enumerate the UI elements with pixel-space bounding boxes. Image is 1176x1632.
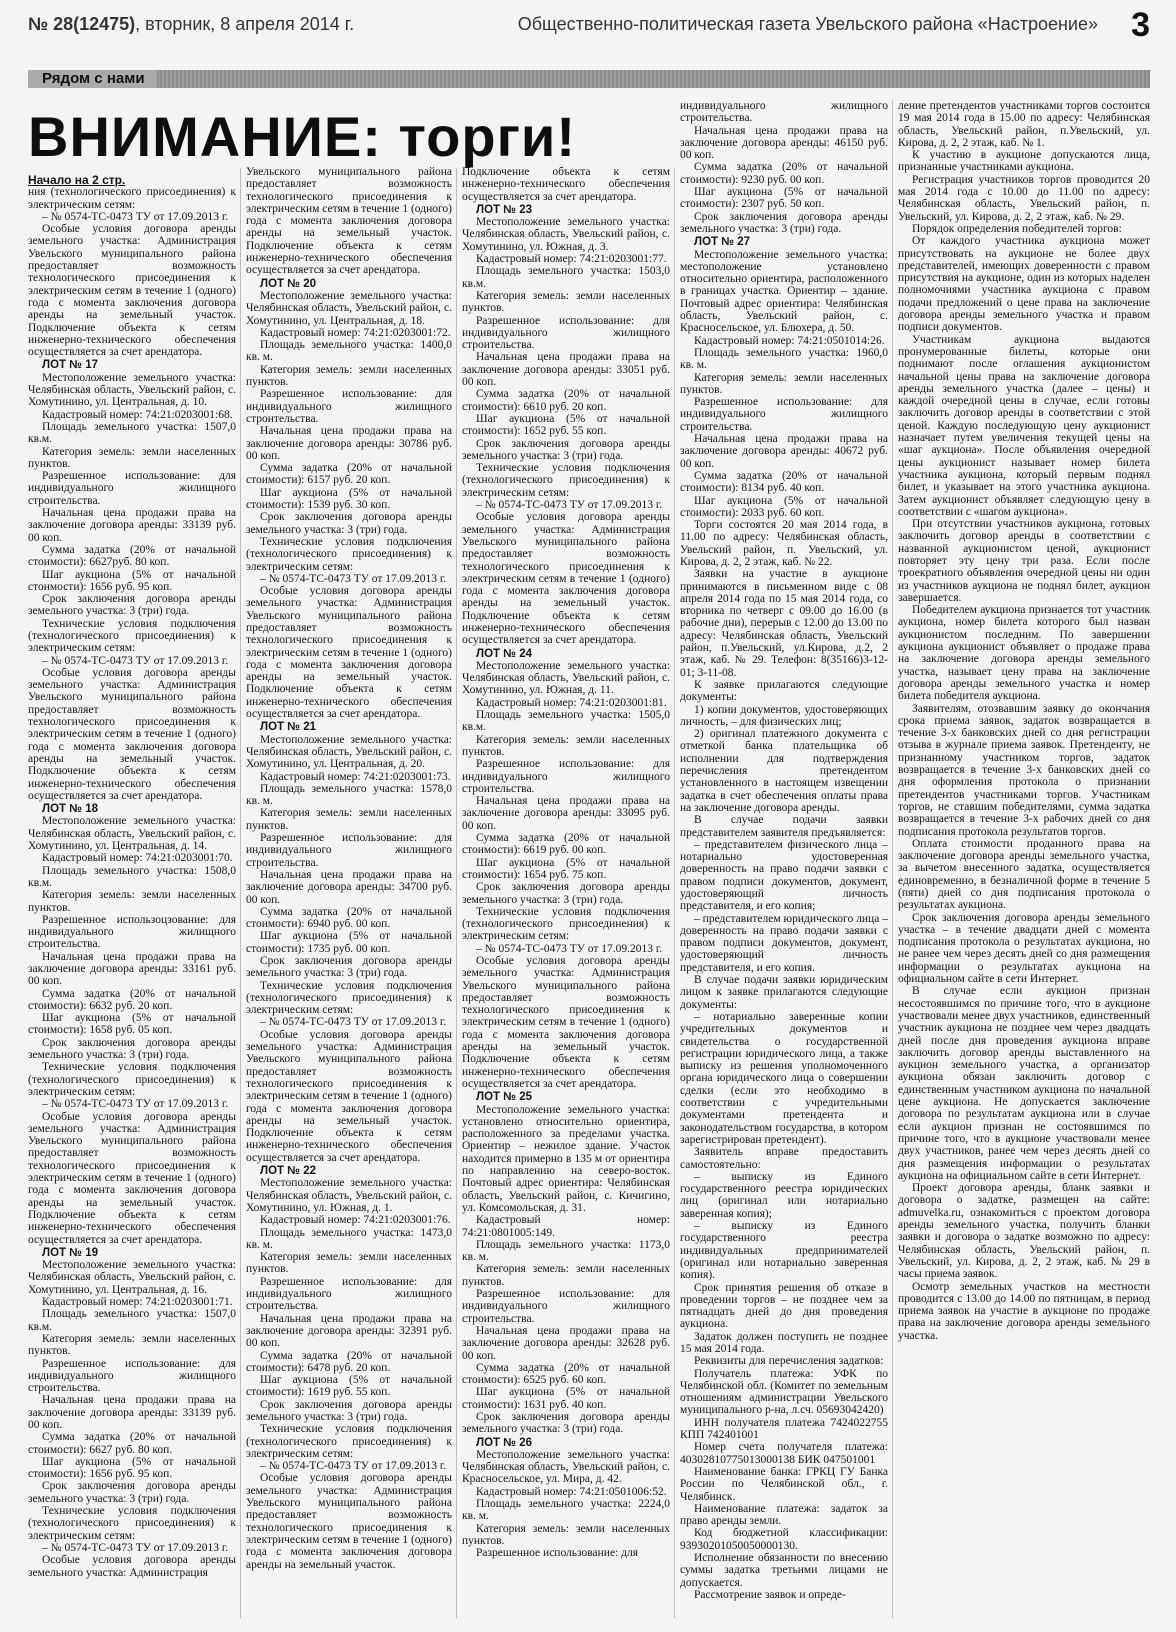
paragraph: ния (технологического присоединения) к электрическим сетям: (28, 186, 236, 211)
paragraph: Заявитель вправе предоставить самостоятельно: (680, 1146, 888, 1171)
paragraph: Заявителям, отозвавшим заявку до окончания срока приема заявок, задаток возвращается в течение 3-х банковских дней со дня регистрации отзыва в журнале приема заявок. Претенденту, не признанному участником торгов, задаток возвращается в течение 3-х банковских дней со дня оформления протокола о признании претендентов участниками торгов. Участникам торгов, не ставшим победителями, сумма задатка возвращается в течение 3-х рабочих дней со дня подписания протокола результатов торгов. (898, 702, 1150, 838)
paragraph: Сумма задатка (20% от начальной стоимости): 6478 руб. 20 коп. (246, 1349, 452, 1374)
paragraph: Категория земель: земли населенных пунктов. (28, 1332, 236, 1358)
paragraph: Особые условия договора аренды земельного участка: Администрация (28, 1554, 236, 1579)
paragraph: Сумма задатка (20% от начальной стоимости): 6610 руб. 20 коп. (462, 388, 670, 413)
paragraph: – выписку из Единого государственного реестра индивидуальных предпринимателей (оригинал или нотариально заверенная копия). (680, 1220, 888, 1282)
paragraph: Технические условия подключения (технологического присоединения) к электрическим сетям: (28, 617, 236, 655)
paragraph: Разрешенное использование: для индивидуального жилищного строительства. (680, 396, 888, 433)
paragraph: Начальная цена продажи права на заключение договора аренды: 33139 руб. 00 коп. (28, 1394, 236, 1431)
paragraph: Разрешенное использование: для индивидуального жилищного строительства. (28, 1357, 236, 1395)
paragraph: – № 0574-ТС-0473 ТУ от 17.09.2013 г. (260, 572, 447, 585)
paragraph: Разрешенное использование: для индивидуального жилищного строительства. (246, 388, 452, 425)
paragraph: Участникам аукциона выдаются пронумерованные билеты, которые они поднимают после оглашения аукционистом начальной цены права на заключение договора аренды земельного участка (далее – цены) и каждой очередной цены в случае, если готовы заключить договор аренды в соответствии с этой ценой. Каждую последующую цену аукционист назначает путем увеличения текущей цены на «шаг аукциона». После объявления очередной цены аукционист называет номер билета участника аукциона, который первым поднял билет, и указывает на этого участника аукциона. Затем аукционист объявляет следующую цену в соответствии с «шагом аукциона». (898, 333, 1150, 518)
paragraph: Шаг аукциона (5% от начальной стоимости): 1656 руб. 95 коп. (28, 568, 236, 593)
paragraph: Категория земель: земли населенных пунктов. (246, 807, 452, 832)
paragraph: Шаг аукциона (5% от начальной стоимости): 2307 руб. 50 коп. (680, 186, 888, 211)
paragraph: Категория земель: земли населенных пунктов. (246, 1251, 452, 1276)
paragraph: Особые условия договора аренды земельного участка: Администрация Увельского муниципального района предоставляет возможность технологического присоединения к электрическим сетям в течение 1 (одного) года с момента заключения договора аренды на земельный участок. Подключение объекта к сетям инженерно-технического обеспечения осуществляется за счет арендатора. (246, 585, 452, 721)
paragraph: К заявке прилагаются следующие документы: (680, 678, 888, 704)
paragraph: Оплата стоимости проданного права на заключение договора аренды земельного участка, за вычетом внесенного задатка, осуществляется единовременно, в безналичной форме в течение 5 (пяти) дней со дня подписания протокола о результатах аукциона. (898, 837, 1150, 912)
paragraph: – № 0574-ТС-0473 ТУ от 17.09.2013 г. (42, 654, 229, 667)
paragraph: – представителем юридического лица – доверенность на право подачи заявки с правом подписи документов, документ, удостоверяющий личность представителя, и его копия. (680, 912, 888, 974)
paragraph: Шаг аукциона (5% от начальной стоимости): 1652 руб. 55 коп. (462, 412, 670, 438)
paragraph: Местоположение земельного участка: установлено относительно ориентира, расположенного за пределами участка. Ориентир – нежилое здание. Участок находится примерно в 135 м от ориентира по направлению на северо-восток. Почтовый адрес ориентира: Челябинская область, Увельский район, с. Кичигино, ул. Комсомольская, д. 31. (462, 1103, 670, 1214)
lot-heading: ЛОТ № 23 (476, 203, 533, 216)
headline: ВНИМАНИЕ: торги! (28, 105, 576, 168)
paragraph: Местоположение земельного участка: Челябинская область, Увельский район, с. Хомутинино, ул. Южная, д. 1. (246, 1177, 452, 1214)
paragraph: – № 0574-ТС-0473 ТУ от 17.09.2013 г. (42, 210, 229, 223)
column-divider (674, 168, 675, 1618)
paragraph: Шаг аукциона (5% от начальной стоимости): 1631 руб. 40 коп. (462, 1386, 670, 1411)
paragraph: Разрешенное использование: для индивидуального жилищного строительства. (28, 470, 236, 507)
text-column-5 (898, 100, 1150, 1624)
paragraph: Категория земель: земли населенных пунктов. (462, 733, 670, 758)
paragraph: Категория земель: земли населенных пунктов. (462, 1263, 670, 1288)
paragraph: Начальная цена продажи права на заключение договора аренды: 33051 руб. 00 коп. (462, 351, 670, 389)
paragraph: Срок заключения договора аренды земельного участка: 3 (три) года. (28, 1036, 236, 1062)
paragraph: Кадастровый номер: 74:21:0203001:73. (260, 770, 451, 783)
continued-from-label: Начало на 2 стр. (28, 174, 126, 187)
paragraph: Сумма задатка (20% от начальной стоимости): 8134 руб. 40 коп. (680, 469, 888, 495)
paragraph: Технические условия подключения (технологического присоединения) к электрическим сетям: (246, 1423, 452, 1460)
paragraph: Наименование банка: ГРКЦ ГУ Банка России по Челябинской обл., г. Челябинск. (680, 1465, 888, 1503)
paragraph: Местоположение земельного участка: Челябинская область, Увельский район, с. Хомутинино, ул. Центральная, д. 10. (28, 371, 236, 409)
paragraph: 1) копии документов, удостоверяющих личность, – для физических лиц; (680, 703, 888, 728)
paragraph: ИНН получателя платежа 7424022755 КПП 742401001 (680, 1416, 888, 1442)
paragraph: Разрешенное использование: для индивидуального жилищного строительства. (462, 314, 670, 352)
paragraph: Сумма задатка (20% от начальной стоимости): 9230 руб. 00 коп. (680, 161, 888, 186)
paragraph: Шаг аукциона (5% от начальной стоимости): 1735 руб. 00 коп. (246, 930, 452, 955)
paragraph: Шаг аукциона (5% от начальной стоимости): 1539 руб. 30 коп. (246, 486, 452, 512)
paragraph: Площадь земельного участка: 1960,0 кв. м. (680, 346, 888, 372)
paragraph: Срок заключения договора аренды земельного участка: 3 (три) года. (680, 210, 888, 235)
issue-number: № 28(12475) (28, 14, 136, 34)
paragraph: Срок заключения договора аренды земельного участка: 3 (три) года. (28, 1480, 236, 1505)
paragraph: Площадь земельного участка: 1503,0 кв.м. (462, 265, 670, 290)
paragraph: Начальная цена продажи права на заключение договора аренды: 46150 руб. 00 коп. (680, 124, 888, 162)
paragraph: индивидуального жилищного строительства. (680, 100, 888, 125)
paragraph: Категория земель: земли населенных пунктов. (28, 445, 236, 470)
lot-heading: ЛОТ № 27 (694, 236, 751, 249)
paragraph: Разрешенное использование: для индивидуального жилищного строительства. (462, 1288, 670, 1325)
paragraph: Реквизиты для перечисления задатков: (694, 1355, 884, 1368)
paragraph: Площадь земельного участка: 1505,0 кв.м. (462, 709, 670, 734)
paragraph: Рассмотрение заявок и опреде- (694, 1588, 846, 1601)
paragraph: Категория земель: земли населенных пунктов. (462, 289, 670, 315)
paragraph: Сумма задатка (20% от начальной стоимости): 6627руб. 80 коп. (28, 543, 236, 569)
paragraph: Разрешенное использоцзование: для индивидуального жилищного строительства. (28, 913, 236, 951)
paragraph: Кадастровый номер: 74:21:0501006:52. (476, 1485, 667, 1498)
paragraph: Кадастровый номер: 74:21:0203001:70. (42, 852, 233, 865)
paragraph: Заявки на участие в аукционе принимаются в письменном виде с 08 апреля 2014 года по 15 мая 2014 года, со вторника по четверг с 09.00 до 16.00 (в рабочие дни), перерыв с 12.00 до 13.00 по адресу: Челябинская область, Увельский район, п.Увельский, ул.Кирова, д.2, 2 этаж, каб. № 29. Телефон: 8(35166)3-12-01; 3-11-08. (680, 568, 888, 679)
paragraph: – № 0574-ТС-0473 ТУ от 17.09.2013 г. (42, 1541, 229, 1554)
paragraph: В случае если аукцион признан несостоявшимся по причине того, что в аукционе участвовали менее двух участников, единственный участник аукциона не позднее чем через двадцать дней после дня проведения аукциона вправе заключить договор аренды выставленного на аукцион земельного участка, а организатор аукциона обязан заключить договор с единственным участником аукциона по начальной цене аукциона. Не допускается заключение договора по результатам аукциона или в случае если аукцион признан не состоявшимся по причине того, что в аукционе участвовали менее двух участников, ранее чем через десять дней со дня размещения информации о результатах аукциона на официальном сайте в сети Интернет. (898, 985, 1150, 1182)
lot-heading: ЛОТ № 18 (42, 803, 99, 816)
lot-heading: ЛОТ № 17 (42, 359, 99, 372)
paragraph: Категория земель: земли населенных пунктов. (680, 371, 888, 396)
lot-heading: ЛОТ № 26 (476, 1436, 533, 1449)
paragraph: ление претендентов участниками торгов состоится 19 мая 2014 года в 15.00 по адресу: Челябинская область, Увельский район, п.Увельский, ул. Кирова, д. 2, 2 этаж, каб. № 1. (898, 100, 1150, 149)
paragraph: Шаг аукциона (5% от начальной стоимости): 2033 руб. 60 коп. (680, 494, 888, 519)
paragraph: Площадь земельного участка: 1473,0 кв. м. (246, 1226, 452, 1251)
issue-date: , вторник, 8 апреля 2014 г. (135, 14, 355, 34)
paragraph: Категория земель: земли населенных пунктов. (462, 1522, 670, 1547)
paragraph: Площадь земельного участка: 1400,0 кв. м. (246, 339, 452, 364)
paragraph: Местоположение земельного участка: Челябинская область, Увельский район, с. Красносельское, ул. Мира, д. 42. (462, 1448, 670, 1486)
paragraph: Срок заключения договора аренды земельного участка: 3 (три) года. (246, 955, 452, 980)
paragraph: Срок заключения договора аренды земельного участка: 3 (три) года. (28, 593, 236, 618)
paragraph: – № 0574-ТС-0473 ТУ от 17.09.2013 г. (42, 1098, 229, 1111)
paragraph: Местоположение земельного участка: Челябинская область, Увельский район, с. Хомутинино, ул. Центральная, д. 14. (28, 815, 236, 853)
paragraph: Порядок определения победителей торгов: (912, 222, 1122, 235)
paragraph: Наименование платежа: задаток за право аренды земли. (680, 1502, 888, 1528)
paragraph: – нотариально заверенные копии учредительных документов и свидетельства о государственной регистрации юридического лица, а также выписку из решения уполномоченного органа юридического лица о совершении сделки (если это необходимо в соответствии с учредительными документами претендента и законодательством государства, в котором зарегистрирован претендент). (680, 1010, 888, 1146)
paragraph: Кадастровый номер: 74:21:0203001:76. (260, 1214, 451, 1227)
paragraph: Местоположение земельного участка: местоположение установлено относительно ориентира, расположенного в границах участка. Ориентир – здание. Почтовый адрес ориентира: Челябинская область, Увельский район, с. Красносельское, ул. Блюхера, д. 50. (680, 248, 888, 335)
paragraph: 2) оригинал платежного документа с отметкой банка плательщика об исполнении для подтверждения перечисления претендентом установленного в настоящем извещении задатка в счет обеспечения оплаты права на заключение договора аренды. (680, 728, 888, 814)
paragraph: Начальная цена продажи права на заключение договора аренды: 34700 руб. 00 коп. (246, 868, 452, 906)
paragraph: Особые условия договора аренды земельного участка: Администрация Увельского муниципального района предоставляет возможность технологического присоединения к электрическим сетям в течение 1 (одного) года с момента заключения договора аренды на земельный участок. Подключение объекта к сетям инженерно-технического обеспечения осуществляется за счет арендатора. (28, 666, 236, 802)
paragraph: Срок заключения договора аренды земельного участка: 3 (три) года. (246, 511, 452, 536)
paragraph: Срок заключения договора аренды земельного участка: 3 (три) года. (462, 1410, 670, 1436)
paragraph: Сумма задатка (20% от начальной стоимости): 6619 руб. 00 коп. (462, 832, 670, 857)
paragraph: Начальная цена продажи права на заключение договора аренды: 32391 руб. 00 коп. (246, 1312, 452, 1350)
paragraph: – № 0574-ТС-0473 ТУ от 17.09.2013 г. (260, 1016, 447, 1029)
paragraph: Сумма задатка (20% от начальной стоимости): 6627 руб. 80 коп. (28, 1431, 236, 1456)
paragraph: Кадастровый номер: 74:21:0203001:68. (42, 408, 233, 421)
paragraph: Технические условия подключения (технологического присоединения) к электрическим сетям: (28, 1505, 236, 1542)
paragraph: Разрешенное использование: для (476, 1547, 638, 1560)
paragraph: Особые условия договора аренды земельного участка: Администрация Увельского муниципального района предоставляет возможность технологического присоединения к электрическим сетям в течение 1 (одного) года с момента заключения договора аренды на земельный участок. Подключение объекта к сетям инженерно-технического обеспечения осуществляется за счет арендатора. (462, 955, 670, 1090)
paragraph: Начальная цена продажи права на заключение договора аренды: 33139 руб. 00 коп. (28, 507, 236, 544)
paragraph: Начальная цена продажи права на заключение договора аренды: 33161 руб. 00 коп. (28, 950, 236, 988)
paragraph: Категория земель: земли населенных пунктов. (28, 889, 236, 914)
column-divider (240, 168, 241, 1618)
paragraph: Начальная цена продажи права на заключение договора аренды: 32628 руб. 00 коп. (462, 1324, 670, 1362)
paragraph: Срок принятия решения об отказе в проведении торгов – не позднее чем за пятнадцать дней до дня проведения аукциона. (680, 1281, 888, 1331)
paragraph: Местоположение земельного участка: Челябинская область, Увельский район, с. Хомутинино, ул. Южная, д. 11. (462, 659, 670, 697)
paragraph: Проект договора аренды, бланк заявки и договора о задатке, размещен на сайте: admuvelka.ru, ознакомиться с проектом договора аренды земельного участка, получить бланки заявки и договора о задатке возможно по адресу: Челябинская область, Увельский район, п. Увельский, ул. Кирова, д. 2, 2 этаж, каб. № 29 в часы приема заявок. (898, 1182, 1150, 1281)
paragraph: Кадастровый номер: 74:21:0203001:77. (476, 253, 667, 266)
paragraph: Шаг аукциона (5% от начальной стоимости): 1619 руб. 55 коп. (246, 1374, 452, 1399)
paragraph: Особые условия договора аренды земельного участка: Администрация Увельского муниципального района предоставляет возможность технологического присоединения к электрическим сетям в течение 1 (одного) года с момента заключения договора аренды на земельный участок. Подключение объекта к сетям инженерно-технического обеспечения осуществляется за счет арендатора. (28, 1110, 236, 1246)
paragraph: – выписку из Единого государственного реестра юридических лиц (оригинал или нотариально заверенная копия); (680, 1170, 888, 1220)
paragraph: – представителем физического лица – нотариально удостоверенная доверенность на право подачи заявки с правом подписи документов, документ, удостоверяющий личность представителя, и его копия; (680, 838, 888, 913)
paragraph: Сумма задатка (20% от начальной стоимости): 6632 руб. 20 коп. (28, 987, 236, 1012)
page-number: 3 (1131, 6, 1150, 44)
paragraph: Срок заключения договора аренды земельного участка – в течение двадцати дней с момента подписания протокола о результатах аукциона, но не ранее чем через десять дней со дня размещения информации о результатах аукциона на официальном сайте в сети Интернет. (898, 911, 1150, 986)
paragraph: Увельского муниципального района предоставляет возможность технологического присоединения к электрическим сетям в течение 1 (одного) года с момента заключения договора аренды на земельный участок. Подключение объекта к сетям инженерно-технического обеспечения осуществляется за счет арендатора. (246, 166, 452, 277)
paragraph: Местоположение земельного участка: Челябинская область, Увельский район, с. Хомутинино, ул. Центральная, д. 16. (28, 1259, 236, 1296)
column-divider (456, 168, 457, 1618)
lot-heading: ЛОТ № 20 (260, 277, 317, 290)
paragraph: Срок заключения договора аренды земельного участка: 3 (три) года. (462, 881, 670, 906)
paragraph: Площадь земельного участка: 1507,0 кв.м. (28, 420, 236, 446)
paragraph: Начальная цена продажи права на заключение договора аренды: 40672 руб. 00 коп. (680, 433, 888, 470)
paragraph: Местоположение земельного участка: Челябинская область, Увельский район, с. Хомутинино, ул. Центральная, д. 20. (246, 733, 452, 771)
paragraph: Шаг аукциона (5% от начальной стоимости): 1656 руб. 95 коп. (28, 1455, 236, 1481)
paragraph: Шаг аукциона (5% от начальной стоимости): 1654 руб. 75 коп. (462, 856, 670, 881)
newspaper-name: Общественно-политическая газета Увельского района «Настроение» (517, 14, 1098, 34)
lot-heading: ЛОТ № 25 (476, 1091, 533, 1104)
paragraph: Площадь земельного участка: 1578,0 кв. м. (246, 782, 452, 808)
text-column-4 (680, 100, 888, 1624)
paragraph: Кадастровый номер: 74:21:0501014:26. (694, 334, 885, 347)
paragraph: Особые условия договора аренды земельного участка: Администрация Увельского муниципального района предоставляет возможность технологического присоединения к электрическим сетям в течение 1 (одного) года с момента заключения договора аренды на земельный участок. (246, 1472, 452, 1571)
paragraph: Технические условия подключения (технологического присоединения) к электрическим сетям: (246, 535, 452, 573)
running-header (28, 6, 1150, 46)
paragraph: Технические условия подключения (технологического присоединения) к электрическим сетям: (28, 1061, 236, 1098)
paragraph: Подключение объекта к сетям инженерно-технического обеспечения осуществляется за счет арендатора. (462, 166, 670, 203)
paragraph: В случае подачи заявки юридическим лицом к заявке прилагаются следующие документы: (680, 974, 888, 1011)
paragraph: В случае подачи заявки представителем заявителя предъявляется: (680, 814, 888, 839)
issue-info (28, 14, 354, 35)
section-bar (28, 70, 1150, 88)
lot-heading: ЛОТ № 21 (260, 721, 317, 734)
paragraph: Площадь земельного участка: 1508,0 кв.м. (28, 864, 236, 889)
paragraph: Технические условия подключения (технологического присоединения) к электрическим сетям: (462, 462, 670, 499)
paragraph: Начальная цена продажи права на заключение договора аренды: 33095 руб. 00 коп. (462, 795, 670, 832)
paragraph: Задаток должен поступить не позднее 15 мая 2014 года. (680, 1330, 888, 1355)
paragraph: Особые условия договора аренды земельного участка: Администрация Увельского муниципального района предоставляет возможность технологического присоединения к электрическим сетям в течение 1 (одного) года с момента заключения договора аренды на земельный участок. Подключение объекта к сетям инженерно-технического обеспечения осуществляется за счет арендатора. (462, 511, 670, 647)
paragraph: При отсутствии участников аукциона, готовых заключить договор аренды в соответствии с названной аукционистом ценой, аукционист повторяет эту цену три раза. Если после троекратного объявления очередной цены ни один из участников аукциона не поднял билет, аукцион завершается. (898, 518, 1150, 604)
paragraph: Срок заключения договора аренды земельного участка: 3 (три) года. (462, 437, 670, 462)
paragraph: Получатель платежа: УФК по Челябинской обл. (Комитет по земельным отношениям администрации Увельского муниципального р-на, л.сч. 05693042420) (680, 1367, 888, 1417)
paragraph: Осмотр земельных участков на местности проводится с 13.00 до 14.00 по пятницам, в период приема заявок на участие в аукционе по продаже права на заключение договора аренды земельного участка. (898, 1280, 1150, 1342)
paragraph: Особые условия договора аренды земельного участка: Администрация Увельского муниципального района предоставляет возможность технологического присоединения к электрическим сетям в течение 1 (одного) года с момента заключения договора аренды на земельный участок. Подключение объекта к сетям инженерно-технического обеспечения осуществляется за счет арендатора. (246, 1028, 452, 1164)
text-column-2 (246, 166, 452, 1624)
paragraph: Разрешенное использование: для индивидуального жилищного строительства. (246, 832, 452, 869)
lot-heading: ЛОТ № 19 (42, 1246, 99, 1259)
paragraph: Разрешенное использование: для индивидуального жилищного строительства. (462, 758, 670, 795)
paragraph: Площадь земельного участка: 1173,0 кв. м. (462, 1238, 670, 1264)
paragraph: Регистрация участников торгов проводится 20 мая 2014 года с 10.00 до 11.00 по адресу: Челябинская область, Увельский район, п. Увельский, ул. Кирова, д. 2, 2 этаж, каб. № 29. (898, 173, 1150, 223)
paragraph: Шаг аукциона (5% от начальной стоимости): 1658 руб. 05 коп. (28, 1012, 236, 1037)
paragraph: К участию в аукционе допускаются лица, признанные участниками аукциона. (898, 149, 1150, 174)
paragraph: Кадастровый номер: 74:21:0203001:71. (42, 1296, 233, 1309)
paragraph: Площадь земельного участка: 1507,0 кв.м. (28, 1308, 236, 1333)
text-column-3 (462, 166, 670, 1624)
paragraph: Сумма задатка (20% от начальной стоимости): 6157 руб. 20 коп. (246, 462, 452, 487)
paragraph: Сумма задатка (20% от начальной стоимости): 6525 руб. 60 коп. (462, 1361, 670, 1387)
lot-heading: ЛОТ № 22 (260, 1165, 317, 1178)
paragraph: Разрешенное использование: для индивидуального жилищного строительства. (246, 1275, 452, 1313)
paragraph: Победителем аукциона признается тот участник аукциона, номер билета которого был назван аукционистом последним. По завершении аукциона аукционист объявляет о продаже права на заключение договора аренды земельного участка, называет цену права на заключение договора аренды земельного участка и номер билета победителя аукциона. (898, 604, 1150, 703)
section-label: Рядом с нами (28, 70, 157, 88)
paragraph: Особые условия договора аренды земельного участка: Администрация Увельского муниципального района предоставляет возможность технологического присоединения к электрическим сетям в течение 1 (одного) года с момента заключения договора аренды на земельный участок. Подключение объекта к сетям инженерно-технического обеспечения осуществляется за счет арендатора. (28, 223, 236, 359)
paragraph: Кадастровый номер: 74:21:0801005:149. (462, 1214, 670, 1239)
paragraph: – № 0574-ТС-0473 ТУ от 17.09.2013 г. (476, 942, 663, 955)
paragraph: Технические условия подключения (технологического присоединения) к электрическим сетям: (462, 905, 670, 943)
paragraph: Технические условия подключения (технологического присоединения) к электрическим сетям: (246, 979, 452, 1017)
paragraph: – № 0574-ТС-0473 ТУ от 17.09.2013 г. (476, 499, 663, 512)
paragraph: Местоположение земельного участка: Челябинская область, Увельский район, с. Хомутинино, ул. Южная, д. 3. (462, 216, 670, 253)
paragraph: Площадь земельного участка: 2224,0 кв. м. (462, 1498, 670, 1523)
paragraph: Начальная цена продажи права на заключение договора аренды: 30786 руб. 00 коп. (246, 425, 452, 462)
paragraph: Кадастровый номер: 74:21:0203001:81. (476, 696, 667, 709)
paragraph: Срок заключения договора аренды земельного участка: 3 (три) года. (246, 1398, 452, 1423)
paragraph: Кадастровый номер: 74:21:0203001:72. (260, 326, 451, 339)
paragraph: Местоположение земельного участка: Челябинская область, Увельский район, с. Хомутинино, ул. Центральная, д. 18. (246, 289, 452, 327)
paragraph: Сумма задатка (20% от начальной стоимости): 6940 руб. 00 коп. (246, 905, 452, 931)
paragraph: Номер счета получателя платежа: 40302810775013000138 БИК 047501001 (680, 1441, 888, 1466)
column-divider (892, 100, 893, 1618)
paragraph: Код бюджетной классификации: 93930201050050000130. (680, 1527, 888, 1552)
paragraph: Исполнение обязанности по внесению суммы задатка третьими лицами не допускается. (680, 1552, 888, 1589)
paragraph: Категория земель: земли населенных пунктов. (246, 363, 452, 389)
lot-heading: ЛОТ № 24 (476, 647, 533, 660)
paragraph: От каждого участника аукциона может присутствовать на аукционе не более двух представителей, имеющих доверенности с правом присутствия на аукционе, один из которых наделен полномочиями участника аукциона с правом подачи предложений о цене права на заключение договора аренды земельного участка и правом подписи документов. (898, 235, 1150, 334)
text-column-1 (28, 174, 236, 1624)
paragraph: Торги состоятся 20 мая 2014 года, в 11.00 по адресу: Челябинская область, Увельский район, п. Увельский, ул. Кирова, д. 2, 2 этаж, каб. № 22. (680, 519, 888, 568)
paragraph: – № 0574-ТС-0473 ТУ от 17.09.2013 г. (260, 1460, 447, 1473)
